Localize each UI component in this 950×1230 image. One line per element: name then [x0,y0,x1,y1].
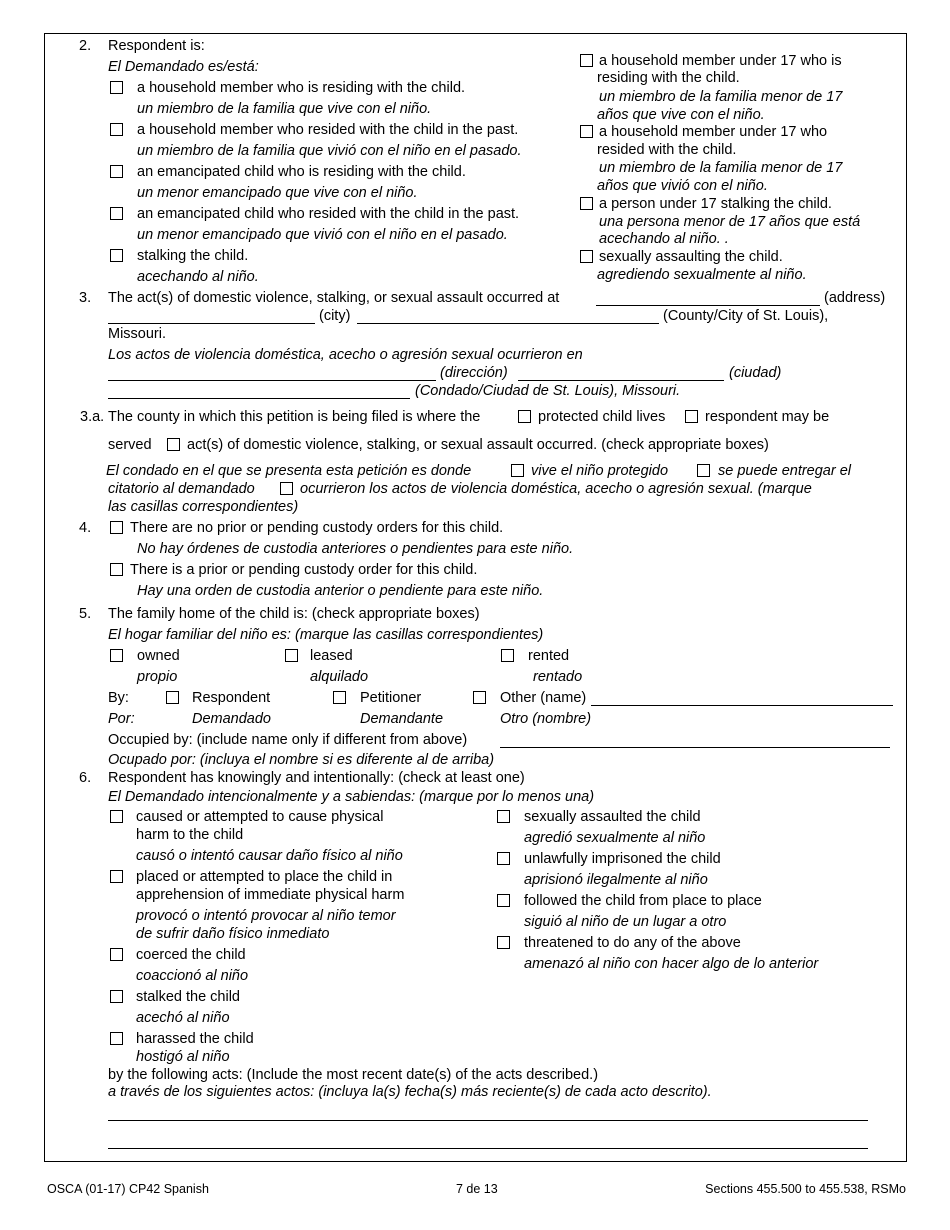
section-5-title-es: El hogar familiar del niño es: (marque las casillas correspondientes) [108,627,544,643]
section-number: 3. [79,290,92,306]
option-label-es: citatorio al demandado [108,481,255,497]
ocurrieron-actos-checkbox[interactable] [280,482,293,495]
section-2-title-es: El Demandado es/está: [108,59,259,75]
section-3a-es-line: El condado en el que se presenta esta petición es donde [106,463,472,479]
option-label: harm to the child [136,827,244,843]
option-label: followed the child from place to place [524,893,762,909]
option-label: a household member under 17 who [599,124,828,140]
section-2-title: Respondent is: [108,38,205,54]
option-label-es: de sufrir daño físico inmediato [136,926,330,942]
option-label-es: alquilado [310,669,369,685]
vive-nino-protegido-checkbox[interactable] [511,464,524,477]
address-field[interactable] [596,305,820,306]
condado-field[interactable] [108,398,410,399]
option-label: owned [137,648,180,664]
option-label-es: un miembro de la familia que vive con el niño. [137,101,432,117]
by-label-es: Por: [108,711,135,727]
option-label-es: se puede entregar el [718,463,852,479]
option-label-es: acechó al niño [136,1010,230,1026]
option-label-es: las casillas correspondientes) [108,499,299,515]
direccion-field[interactable] [108,380,436,381]
owned-checkbox[interactable] [110,649,123,662]
option-label-es: acechando al niño. [137,269,259,285]
option-label: act(s) of domestic violence, stalking, or sexual assault occurred. (check appropriate boxes) [187,437,769,453]
respondent-under17-residing-checkbox[interactable] [580,54,593,67]
leased-checkbox[interactable] [285,649,298,662]
option-label-es: provocó o intentó provocar al niño temor [136,908,396,924]
option-label-es: un miembro de la familia que vivió con el niño en el pasado. [137,143,522,159]
option-label: residing with the child. [597,70,740,86]
respondent-under17-stalking-checkbox[interactable] [580,197,593,210]
option-label: respondent may be [705,409,830,425]
acts-field-line[interactable] [108,1120,868,1121]
by-other-checkbox[interactable] [473,691,486,704]
occupied-label: Occupied by: (include name only if different from above) [108,732,468,748]
rented-checkbox[interactable] [501,649,514,662]
respondent-stalking-checkbox[interactable] [110,249,123,262]
city-label: (city) [319,308,351,324]
statute-reference: Sections 455.500 to 455.538, RSMo [705,1182,906,1196]
county-label: (County/City of St. Louis), [663,308,829,324]
section-6-title-es: El Demandado intencionalmente y a sabiendas: (marque por lo menos una) [108,789,595,805]
city-field[interactable] [108,323,315,324]
option-label-es: un miembro de la familia menor de 17 [599,160,843,176]
respondent-emancipated-residing-checkbox[interactable] [110,165,123,178]
acts-instruction: by the following acts: (Include the most recent date(s) of the acts described.) [108,1067,599,1083]
occupied-label-es: Ocupado por: (incluya el nombre si es diferente al de arriba) [108,752,495,768]
section-6-title: Respondent has knowingly and intentionally: (check at least one) [108,770,525,786]
section-3-es-line: Los actos de violencia doméstica, acecho o agresión sexual ocurrieron en [108,347,583,363]
option-label-es: Hay una orden de custodia anterior o pendiente para este niño. [137,583,544,599]
option-label-es: aprisionó ilegalmente al niño [524,872,708,888]
other-name-field[interactable] [591,705,893,706]
page-number: 7 de 13 [456,1182,498,1196]
option-label: placed or attempted to place the child in [136,869,393,885]
option-label-es: siguió al niño de un lugar a otro [524,914,727,930]
option-label-es: un menor emancipado que vive con el niño. [137,185,418,201]
option-label-es: agredió sexualmente al niño [524,830,706,846]
prior-custody-checkbox[interactable] [110,563,123,576]
option-label: Petitioner [360,690,422,706]
option-label: harassed the child [136,1031,254,1047]
county-field[interactable] [357,323,659,324]
option-label-es: No hay órdenes de custodia anteriores o pendientes para este niño. [137,541,574,557]
option-label: stalking the child. [137,248,249,264]
acts-instruction-es: a través de los siguientes actos: (incluya la(s) fecha(s) más reciente(s) de cada acto descrito). [108,1084,712,1100]
acts-occurred-checkbox[interactable] [167,438,180,451]
option-label: a household member who is residing with the child. [137,80,466,96]
option-label: served [108,437,152,453]
sexually-assaulted-checkbox[interactable] [497,810,510,823]
option-label-es: años que vive con el niño. [597,107,765,123]
option-label-es: coaccionó al niño [136,968,249,984]
option-label: protected child lives [538,409,666,425]
option-label: stalked the child [136,989,240,1005]
option-label-es: acechando al niño. . [599,231,729,247]
form-id: OSCA (01-17) CP42 Spanish [47,1182,209,1196]
ciudad-field[interactable] [518,380,724,381]
option-label: There is a prior or pending custody order for this child. [130,562,478,578]
option-label-es: una persona menor de 17 años que está [599,214,861,230]
option-label: a household member under 17 who is [599,53,842,69]
option-label-es: causó o intentó causar daño físico al niño [136,848,403,864]
section-3-line1: The act(s) of domestic violence, stalking, or sexual assault occurred at [108,290,560,306]
ciudad-label: (ciudad) [729,365,782,381]
option-label-es: años que vivió con el niño. [597,178,768,194]
respondent-household-past-checkbox[interactable] [110,123,123,136]
missouri-label: Missouri. [108,326,167,342]
option-label: sexually assaulted the child [524,809,701,825]
option-label: an emancipated child who resided with the child in the past. [137,206,520,222]
placed-apprehension-checkbox[interactable] [110,870,123,883]
protected-child-lives-checkbox[interactable] [518,410,531,423]
option-label-es: hostigó al niño [136,1049,230,1065]
respondent-emancipated-past-checkbox[interactable] [110,207,123,220]
harassed-checkbox[interactable] [110,1032,123,1045]
section-5-title: The family home of the child is: (check appropriate boxes) [108,606,480,622]
direccion-label: (dirección) [440,365,508,381]
option-label: apprehension of immediate physical harm [136,887,405,903]
option-label-es: agrediendo sexualmente al niño. [597,267,807,283]
by-petitioner-checkbox[interactable] [333,691,346,704]
respondent-household-residing-checkbox[interactable] [110,81,123,94]
section-number: 6. [79,770,92,786]
followed-checkbox[interactable] [497,894,510,907]
by-respondent-checkbox[interactable] [166,691,179,704]
option-label-es: amenazó al niño con hacer algo de lo anterior [524,956,819,972]
acts-field-line[interactable] [108,1148,868,1149]
condado-label: (Condado/Ciudad de St. Louis), Missouri. [415,383,681,399]
threatened-checkbox[interactable] [497,936,510,949]
option-label: Respondent [192,690,271,706]
option-label: There are no prior or pending custody orders for this child. [130,520,504,536]
option-label: leased [310,648,353,664]
option-label: sexually assaulting the child. [599,249,783,265]
option-label: unlawfully imprisoned the child [524,851,721,867]
option-label: Other (name) [500,690,587,706]
address-label: (address) [824,290,886,306]
coerced-checkbox[interactable] [110,948,123,961]
option-label-es: vive el niño protegido [531,463,669,479]
section-number: 4. [79,520,92,536]
option-label: coerced the child [136,947,246,963]
option-label: a household member who resided with the child in the past. [137,122,519,138]
stalked-checkbox[interactable] [110,990,123,1003]
option-label-es: propio [137,669,178,685]
respondent-may-be-served-checkbox[interactable] [685,410,698,423]
option-label-es: un miembro de la familia menor de 17 [599,89,843,105]
option-label: rented [528,648,570,664]
option-label: caused or attempted to cause physical [136,809,384,825]
option-label-es: Demandado [192,711,271,727]
option-label-es: rentado [533,669,583,685]
option-label: resided with the child. [597,142,737,158]
caused-physical-harm-checkbox[interactable] [110,810,123,823]
entregar-citatorio-checkbox[interactable] [697,464,710,477]
no-prior-custody-checkbox[interactable] [110,521,123,534]
option-label: threatened to do any of the above [524,935,741,951]
option-label: a person under 17 stalking the child. [599,196,832,212]
option-label-es: ocurrieron los actos de violencia doméstica, acecho o agresión sexual. (marque [300,481,812,497]
section-number: 3.a. [80,409,105,425]
option-label: an emancipated child who is residing with the child. [137,164,466,180]
unlawfully-imprisoned-checkbox[interactable] [497,852,510,865]
option-label-es: Demandante [360,711,444,727]
section-number: 2. [79,38,92,54]
option-label-es: un menor emancipado que vivió con el niño en el pasado. [137,227,508,243]
section-3a-line1: The county in which this petition is being filed is where the [108,409,481,425]
respondent-sexually-assaulting-checkbox[interactable] [580,250,593,263]
option-label-es: Otro (nombre) [500,711,592,727]
by-label: By: [108,690,129,706]
respondent-under17-resided-checkbox[interactable] [580,125,593,138]
occupied-field[interactable] [500,747,890,748]
section-number: 5. [79,606,92,622]
